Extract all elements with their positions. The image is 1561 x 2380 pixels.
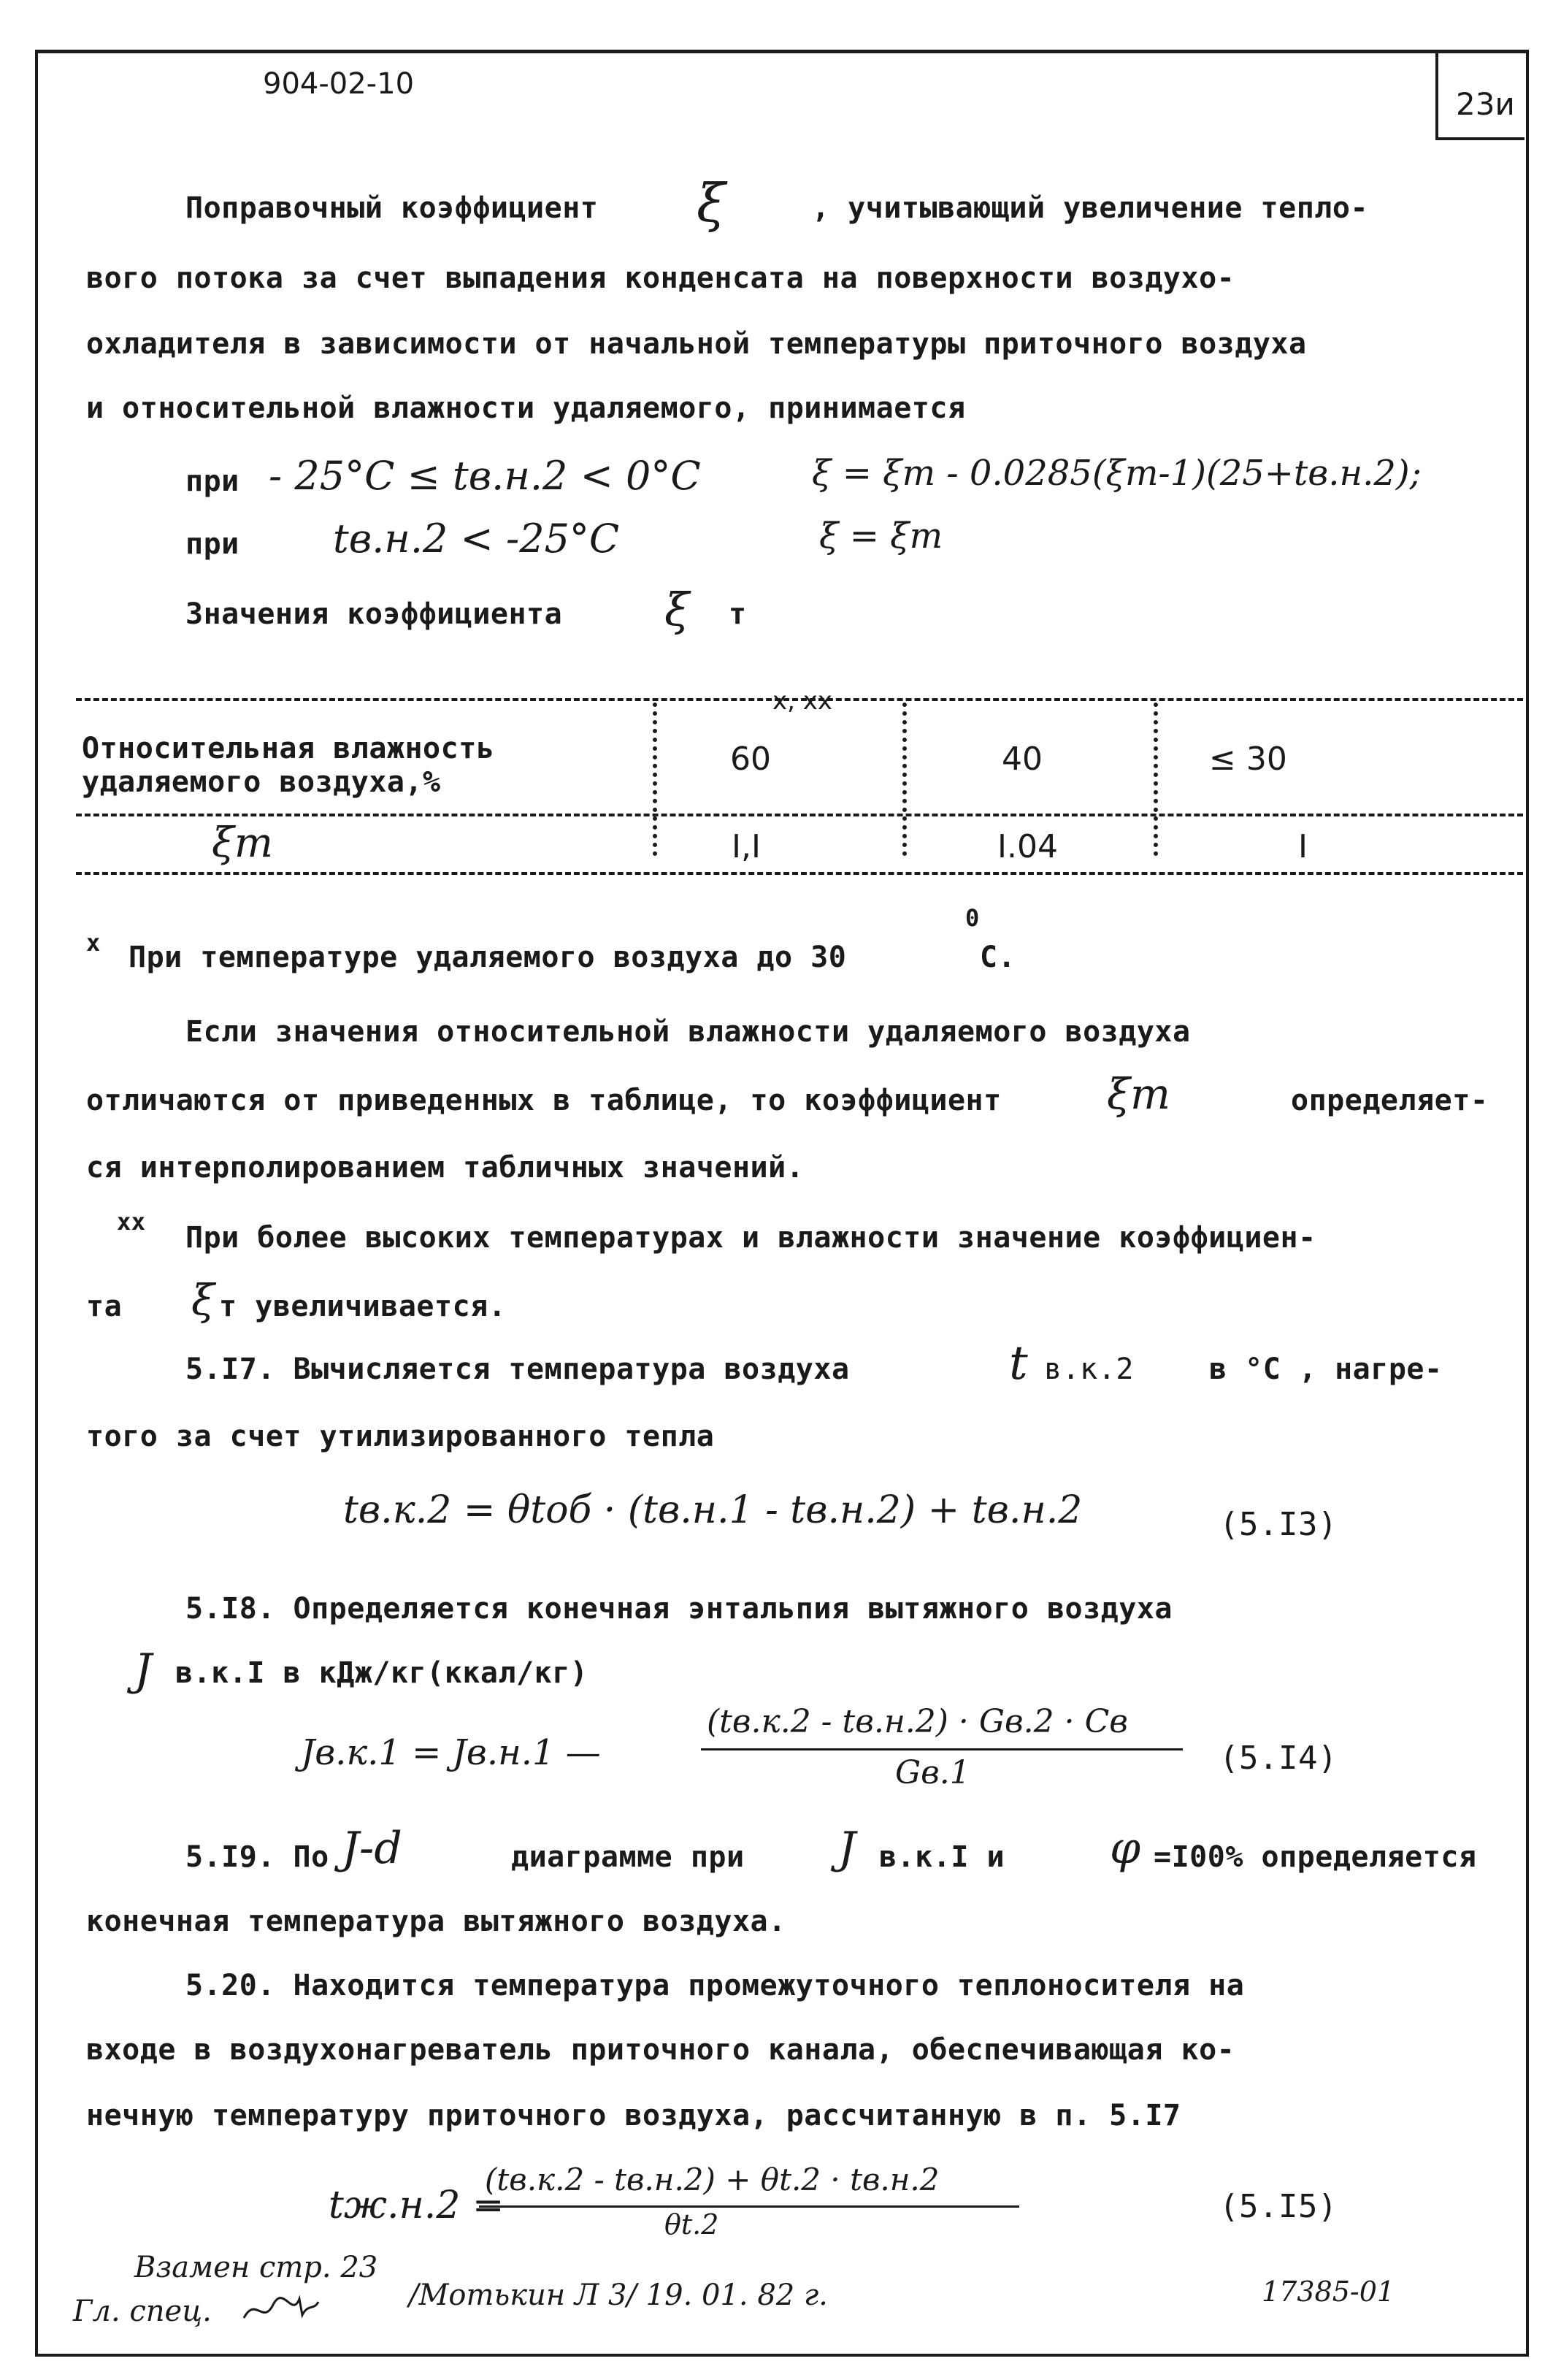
coefficient-title-subscript: т xyxy=(729,597,747,631)
footnote-xx-line-2a: та xyxy=(86,1290,123,1323)
table-divider-3 xyxy=(1154,703,1158,856)
footnote-x-mark: x xyxy=(86,929,101,957)
table-row1-label-line1: Относительная влажность xyxy=(82,732,495,765)
condition-1-formula: ξ = ξт - 0.0285(ξт-1)(25+tв.н.2); xyxy=(812,453,1422,494)
footnote-x-degree: 0 xyxy=(965,904,980,932)
formula-5-14-denominator: Gв.1 xyxy=(895,1754,970,1791)
condition-2-formula: ξ = ξт xyxy=(819,516,943,556)
coefficient-title: Значения коэффициента xyxy=(185,597,563,631)
interp-line-1: Если значения относительной влажности удаляемого воздуха xyxy=(185,1015,1191,1049)
document-id: 17385-01 xyxy=(1262,2276,1395,2308)
xi-symbol: ξ xyxy=(697,172,726,234)
intro-line-1a: Поправочный коэффициент xyxy=(185,191,599,225)
condition-2-label: при xyxy=(185,527,239,561)
s519-line-1c: в.к.I и xyxy=(879,1840,1005,1874)
formula-5-15-denominator: θt.2 xyxy=(664,2208,719,2241)
footnote-xx-line-2b: т увеличивается. xyxy=(219,1290,507,1323)
s520-line-2: входе в воздухонагреватель приточного канала, обеспечивающая ко- xyxy=(86,2033,1235,2067)
intro-line-1b: , учитывающий увеличение тепло- xyxy=(812,191,1369,225)
s517-line-2: того за счет утилизированного тепла xyxy=(86,1420,715,1453)
signature-scribble xyxy=(241,2289,321,2330)
replacement-note: Взамен стр. 23 xyxy=(134,2251,378,2284)
page-number: 23и xyxy=(1456,86,1515,122)
s519-j-symbol: J xyxy=(838,1823,856,1874)
table-divider-2 xyxy=(902,703,907,856)
table-row1-label-line2: удаляемого воздуха,% xyxy=(82,765,441,799)
intro-line-3: охладителя в зависимости от начальной температуры приточного воздуха xyxy=(86,327,1307,361)
s518-symbol-j: J xyxy=(134,1645,153,1696)
s517-line-1b: в.к.2 xyxy=(1044,1352,1134,1386)
s519-line-2: конечная температура вытяжного воздуха. xyxy=(86,1905,786,1938)
s518-line-2: в.к.I в кДж/кг(ккал/кг) xyxy=(175,1656,588,1690)
interp-line-2a: отличаются от приведенных в таблице, то коэффициент xyxy=(86,1084,1002,1117)
table-cell-60: 60 xyxy=(730,741,771,778)
table-cell-1-04: I.04 xyxy=(997,828,1058,865)
table-row2-label: ξт xyxy=(212,819,273,867)
footnote-x-unit: С. xyxy=(980,941,1016,974)
interp-line-2b: определяет- xyxy=(1291,1084,1489,1117)
s519-line-1d: =I00% определяется xyxy=(1154,1840,1477,1874)
table-cell-le30: ≤ 30 xyxy=(1209,741,1287,778)
condition-1-range: - 25°C ≤ tв.н.2 < 0°C xyxy=(269,453,701,499)
s517-symbol-t: t xyxy=(1009,1336,1028,1390)
table-bottom-rule xyxy=(76,872,1523,875)
footnote-xx-symbol: ξ xyxy=(191,1275,215,1325)
signature-name-date: /Мотькин Л 3/ 19. 01. 82 г. xyxy=(409,2278,828,2312)
chief-specialist-label: Гл. спец. xyxy=(73,2295,212,2328)
table-mid-rule xyxy=(76,814,1523,816)
equation-number-5-13: (5.I3) xyxy=(1219,1506,1338,1543)
footnote-xx-line-1: При более высоких температурах и влажности значение коэффициен- xyxy=(185,1221,1316,1255)
s517-line-1a: 5.I7. Вычисляется температура воздуха xyxy=(185,1352,850,1386)
condition-1-label: при xyxy=(185,464,239,498)
s517-line-1c: в °С , нагре- xyxy=(1209,1352,1443,1386)
interp-line-3: ся интерполированием табличных значений. xyxy=(86,1151,805,1185)
s519-phi-symbol: φ xyxy=(1110,1823,1141,1874)
table-divider-1 xyxy=(653,703,657,856)
equation-number-5-14: (5.I4) xyxy=(1219,1740,1338,1777)
s519-line-1a: 5.I9. По xyxy=(185,1840,329,1874)
s520-line-3: нечную температуру приточного воздуха, рассчитанную в п. 5.I7 xyxy=(86,2099,1181,2132)
s519-jd-symbol: J-d xyxy=(342,1823,402,1874)
footnote-x-text: При температуре удаляемого воздуха до 30 xyxy=(129,941,847,974)
table-cell-1-1: I,I xyxy=(732,828,761,865)
formula-5-15-fraction-bar xyxy=(479,2205,1019,2208)
table-footnote-marks: x, xx xyxy=(772,686,832,716)
formula-5-13: tв.к.2 = θtоб · (tв.н.1 - tв.н.2) + tв.н.2 xyxy=(343,1488,1083,1532)
equation-number-5-15: (5.I5) xyxy=(1219,2188,1338,2225)
formula-5-15-lhs: tж.н.2 = xyxy=(329,2184,505,2227)
interp-symbol: ξт xyxy=(1107,1069,1170,1119)
table-cell-1: I xyxy=(1298,828,1308,865)
footnote-xx-mark: xx xyxy=(117,1208,146,1236)
coefficient-title-symbol: ξ xyxy=(664,583,690,636)
formula-5-14-lhs: Jв.к.1 = Jв.н.1 — xyxy=(301,1732,601,1773)
document-code: 904-02-10 xyxy=(263,67,415,101)
formula-5-14-fraction-bar xyxy=(701,1748,1183,1750)
intro-line-2: вого потока за счет выпадения конденсата на поверхности воздухо- xyxy=(86,261,1235,295)
intro-line-4: и относительной влажности удаляемого, принимается xyxy=(86,391,966,425)
condition-2-range: tв.н.2 < -25°C xyxy=(333,516,620,562)
formula-5-14-numerator: (tв.к.2 - tв.н.2) · Gв.2 · Cв xyxy=(707,1703,1128,1740)
s519-line-1b: диаграмме при xyxy=(511,1840,745,1874)
s518-line-1: 5.I8. Определяется конечная энтальпия вытяжного воздуха xyxy=(185,1592,1173,1626)
formula-5-15-numerator: (tв.к.2 - tв.н.2) + θt.2 · tв.н.2 xyxy=(485,2162,940,2197)
s520-line-1: 5.20. Находится температура промежуточного теплоносителя на xyxy=(185,1969,1245,2002)
table-cell-40: 40 xyxy=(1002,741,1043,778)
